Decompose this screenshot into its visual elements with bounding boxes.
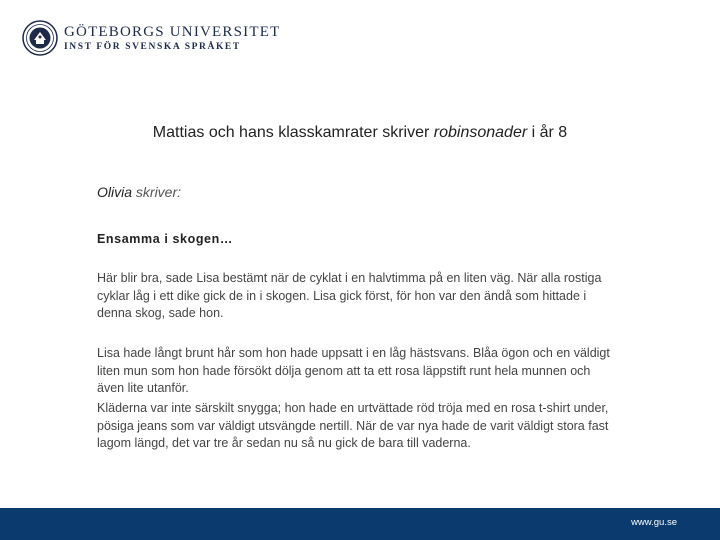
university-name: GÖTEBORGS UNIVERSITET — [64, 23, 281, 40]
brand — [64, 24, 280, 53]
author-name: Olivia — [97, 184, 133, 200]
title-text: Mattias och hans klasskamrater skriver — [152, 124, 434, 141]
story-paragraph: Här blir bra, sade Lisa bestämt när de cyklat i en halvtimma på en liten väg. När alla rostiga cyklar låg i ett dike gick de in i skogen. Lisa gick först, för hon var den ändå som hittade i denna skog, sade hon. — [97, 271, 602, 320]
author-verb: skriver: — [132, 184, 182, 200]
university-seal-icon — [22, 20, 58, 56]
department-name: INST FÖR SVENSKA SPRÅKET — [64, 41, 241, 52]
slide-title — [0, 124, 720, 142]
author-line — [97, 184, 181, 200]
title-emphasis: robinsonader — [433, 124, 528, 141]
header — [22, 20, 280, 56]
footer-bar — [0, 508, 720, 540]
title-suffix: i år 8 — [527, 124, 568, 141]
story-title: Ensamma i skogen… — [97, 232, 233, 246]
story-paragraph: Kläderna var inte särskilt snygga; hon hade en urtvättade röd tröja med en rosa t-shirt under, pösiga jeans som var väldigt utsvängde nertill. När de var nya hade de varit väldigt stora fast lagom längd, det var tre år sedan nu så nu gick de bara till vaderna. — [97, 401, 609, 450]
footer-url[interactable]: www.gu.se — [631, 517, 677, 528]
story-paragraph: Lisa hade långt brunt hår som hon hade uppsatt i en låg hästsvans. Blåa ögon och en väldigt liten mun som hon hade försökt dölja genom att ta ett rosa läppstift runt hela munnen och även lite utanför. — [97, 346, 610, 395]
